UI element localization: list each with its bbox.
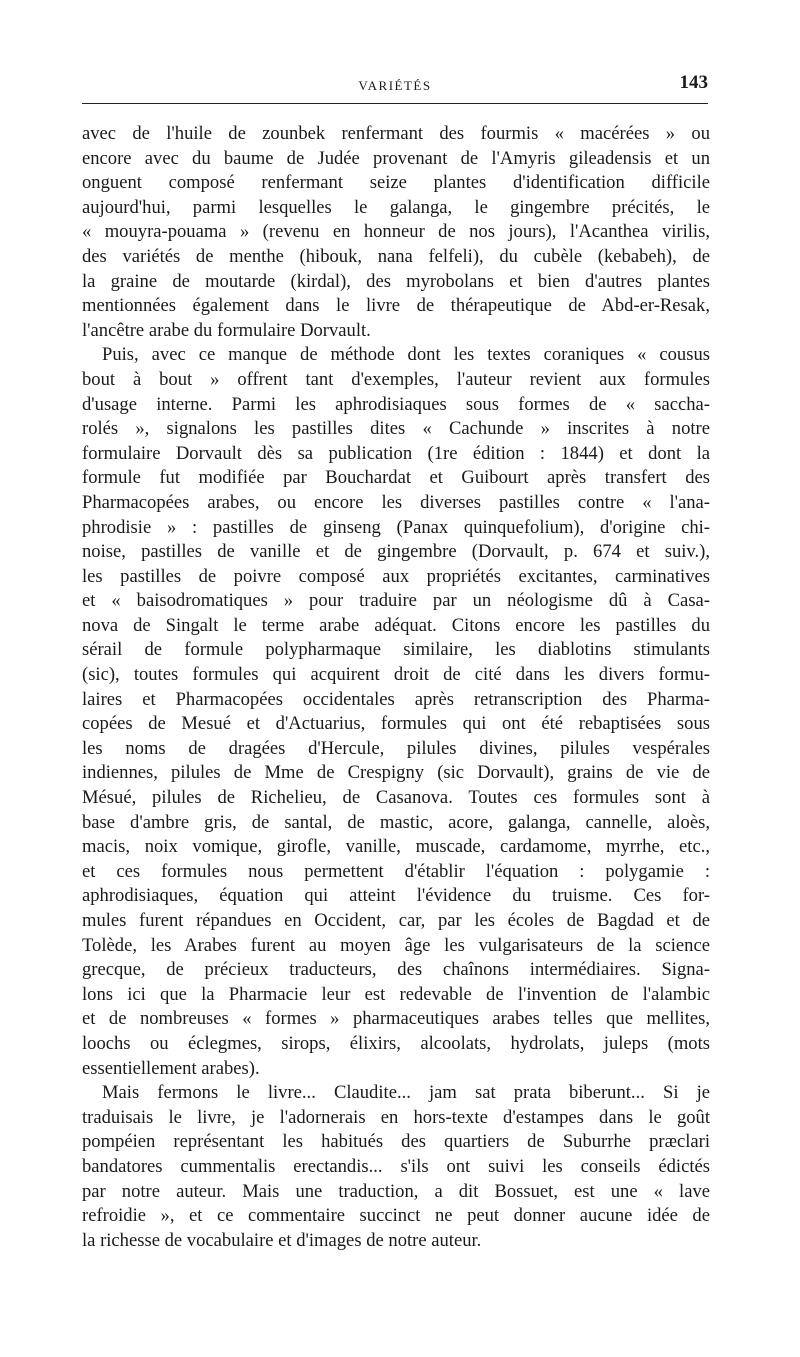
text-line: les pastilles de poivre composé aux propriétés excitantes, carminatives [82,565,710,587]
text-line: nova de Singalt le terme arabe adéquat. Citons encore les pastilles du [82,614,710,636]
text-line: et ces formules nous permettent d'établir l'équation : polygamie : [82,860,710,882]
text-line: avec de l'huile de zounbek renfermant des fourmis « macérées » ou [82,123,710,144]
text-line: essentiellement arabes). [82,1057,260,1079]
text-line: laires et Pharmacopées occidentales après retranscription des Pharma- [82,688,710,710]
text-line: des variétés de menthe (hibouk, nana felfeli), du cubèle (kebabeh), de [82,245,710,267]
text-line: traduisais le livre, je l'adornerais en hors-texte d'estampes dans le goût [82,1106,710,1128]
text-line: grecque, de précieux traducteurs, des chaînons intermédiaires. Signa- [82,959,710,981]
text-line: base d'ambre gris, de santal, de mastic, acore, galanga, cannelle, aloès, [82,811,710,833]
paragraph [82,122,710,343]
text-line: Mésué, pilules de Richelieu, de Casanova. Toutes ces formules sont à [82,787,710,809]
paragraph [82,343,710,1081]
text-line: onguent composé renfermant seize plantes d'identification difficile [82,172,710,194]
text-line: refroidie », et ce commentaire succinct ne peut donner aucune idée de [82,1205,710,1227]
text-line: macis, noix vomique, girofle, vanille, muscade, cardamome, myrrhe, etc., [82,836,710,858]
text-line: aphrodisiaques, équation qui atteint l'évidence du truisme. Ces for- [82,885,710,907]
text-line: sérail de formule polypharmaque similaire, les diablotins stimulants [82,639,710,661]
text-line: et de nombreuses « formes » pharmaceutiques arabes telles que mellites, [82,1008,710,1030]
text-line: Tolède, les Arabes furent au moyen âge les vulgarisateurs de la science [82,934,710,956]
running-head: VARIÉTÉS [358,78,432,93]
text-line: pompéien représentant les habitués des quartiers de Suburrhe præclari [82,1131,710,1153]
text-line: formule fut modifiée par Bouchardat et Guibourt après transfert des [82,467,710,489]
body-text [82,122,710,1253]
text-line: d'usage interne. Parmi les aphrodisiaques sous formes de « saccha- [82,393,710,415]
text-line: formulaire Dorvault dès sa publication (1re édition : 1844) et dont la [82,442,710,464]
text-line: la richesse de vocabulaire et d'images de notre auteur. [82,1229,482,1251]
text-line: noise, pastilles de vanille et de gingembre (Dorvault, p. 674 et suiv.), [82,541,710,563]
text-line: phrodisie » : pastilles de ginseng (Panax quinquefolium), d'origine chi- [82,516,710,538]
text-line: les noms de dragées d'Hercule, pilules divines, pilules vespérales [82,737,710,759]
text-line: « mouyra-pouama » (revenu en honneur de nos jours), l'Acanthea virilis, [82,221,710,243]
page-number: 143 [679,72,708,93]
text-line: par notre auteur. Mais une traduction, a dit Bossuet, est une « lave [82,1180,710,1202]
text-line: rolés », signalons les pastilles dites « Cachunde » inscrites à notre [82,418,710,440]
text-line: la graine de moutarde (kirdal), des myrobolans et bien d'autres plantes [82,270,710,292]
page-header [82,72,708,102]
text-line: bandatores cummentalis erectandis... s'ils ont suivi les conseils édictés [82,1155,710,1177]
text-line: loochs ou éclegmes, sirops, élixirs, alcoolats, hydrolats, juleps (mots [82,1032,710,1054]
text-line: l'ancêtre arabe du formulaire Dorvault. [82,319,371,341]
text-line: Pharmacopées arabes, ou encore les diverses pastilles contre « l'ana- [82,491,710,513]
header-rule [82,103,708,104]
text-line: bout à bout » offrent tant d'exemples, l'auteur revient aux formules [82,368,710,390]
text-line: encore avec du baume de Judée provenant de l'Amyris gileadensis et un [82,147,710,169]
text-line: mules furent répandues en Occident, car, par les écoles de Bagdad et de [82,910,710,931]
text-line: Mais fermons le livre... Claudite... jam sat prata biberunt... Si je [102,1082,710,1104]
text-line: indiennes, pilules de Mme de Crespigny (sic Dorvault), grains de vie de [82,762,710,784]
text-line: copées de Mesué et d'Actuarius, formules qui ont été rebaptisées sous [82,713,710,735]
paragraph [82,1081,710,1253]
text-line: et « baisodromatiques » pour traduire par un néologisme dû à Casa- [82,590,710,612]
text-line: aujourd'hui, parmi lesquelles le galanga, le gingembre précités, le [82,196,710,218]
text-line: Puis, avec ce manque de méthode dont les textes coraniques « cousus [102,344,710,366]
text-line: mentionnées également dans le livre de thérapeutique de Abd-er-Resak, [82,295,710,317]
text-line: (sic), toutes formules qui acquirent droit de cité dans les divers formu- [82,664,710,686]
text-line: lons ici que la Pharmacie leur est redevable de l'invention de l'alambic [82,983,710,1005]
